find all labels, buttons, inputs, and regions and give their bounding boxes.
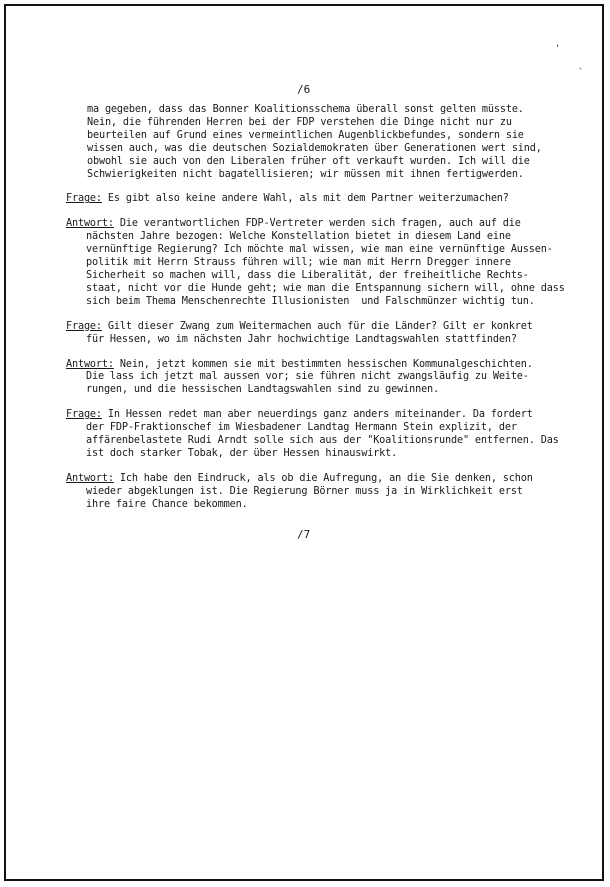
speaker-label: Antwort:	[66, 218, 114, 230]
text-line: Ich habe den Eindruck, als ob die Aufregung, an die Sie denken, schon	[113, 472, 533, 484]
question-block	[66, 409, 578, 461]
speaker-label: Frage:	[66, 409, 102, 421]
text-line: vernünftige Regierung? Ich möchte mal wissen, wie man eine vernünftige Aussen-	[86, 244, 553, 256]
text-line: obwohl sie auch von den Liberalen früher oft verkauft wurden. Ich will die	[87, 155, 530, 167]
speaker-label: Antwort:	[66, 358, 114, 370]
speaker-label: Frage:	[66, 193, 102, 205]
question-block	[66, 321, 578, 347]
page-number-bottom: /7	[297, 528, 311, 541]
text-line: In Hessen redet man aber neuerdings ganz anders miteinander. Da fordert	[101, 409, 533, 421]
text-line: wieder abgeklungen ist. Die Regierung Börner muss ja in Wirklichkeit erst	[86, 485, 523, 497]
answer-block	[66, 359, 578, 398]
text-line: der FDP-Fraktionschef im Wiesbadener Landtag Hermann Stein explizit, der	[86, 422, 517, 434]
text-line: Es gibt also keine andere Wahl, als mit dem Partner weiterzumachen?	[101, 193, 509, 205]
margin-mark: '	[555, 44, 561, 54]
text-line: Schwierigkeiten nicht bagatellisieren; wir müssen mit ihnen fertigwerden.	[87, 168, 524, 180]
speaker-label: Antwort:	[66, 472, 114, 484]
text-line: für Hessen, wo im nächsten Jahr hochwichtige Landtagswahlen stattfinden?	[86, 333, 517, 345]
text-line: affärenbelastete Rudi Arndt solle sich aus der "Koalitionsrunde" entfernen. Das	[86, 435, 559, 447]
question-block	[66, 193, 578, 206]
text-line: politik mit Herrn Strauss führen will; wie man mit Herrn Dregger innere	[86, 257, 511, 269]
text-line: Nein, die führenden Herren bei der FDP verstehen die Dinge nicht nur zu	[87, 116, 512, 128]
text-line: Nein, jetzt kommen sie mit bestimmten hessischen Kommunalgeschichten.	[113, 358, 533, 370]
margin-mark: `	[578, 68, 584, 78]
text-line: Die verantwortlichen FDP-Vertreter werden sich fragen, auch auf die	[113, 218, 521, 230]
text-line: nächsten Jahre bezogen: Welche Konstellation bietet in diesem Land eine	[86, 231, 511, 243]
answer-block	[66, 218, 578, 308]
page-number-top: /6	[297, 83, 311, 96]
text-line: staat, nicht vor die Hunde geht; wie man die Entspannung sichern will, ohne dass	[86, 282, 565, 294]
text-line: beurteilen auf Grund eines vermeintlichen Augenblickbefundes, sondern sie	[87, 129, 524, 141]
document-body	[66, 104, 578, 512]
text-line: ihre faire Chance bekommen.	[86, 498, 248, 510]
speaker-label: Frage:	[66, 320, 102, 332]
text-line: Sicherheit so machen will, dass die Liberalität, der freiheitliche Rechts-	[86, 269, 529, 281]
text-line: Gilt dieser Zwang zum Weitermachen auch für die Länder? Gilt er konkret	[101, 320, 533, 332]
paragraph-continuation	[66, 104, 578, 181]
text-line: Die lass ich jetzt mal aussen vor; sie führen nicht zwangsläufig zu Weite-	[86, 371, 529, 383]
text-line: sich beim Thema Menschenrechte Illusionisten und Falschmünzer wichtig tun.	[86, 295, 535, 307]
text-line: rungen, und die hessischen Landtagswahlen sind zu gewinnen.	[86, 384, 440, 396]
text-line: ma gegeben, dass das Bonner Koalitionsschema überall sonst gelten müsste.	[87, 104, 524, 115]
text-line: ist doch starker Tobak, der über Hessen hinauswirkt.	[86, 447, 398, 459]
text-line: wissen auch, was die deutschen Sozialdemokraten über Generationen wert sind,	[87, 142, 542, 154]
answer-block	[66, 473, 578, 512]
